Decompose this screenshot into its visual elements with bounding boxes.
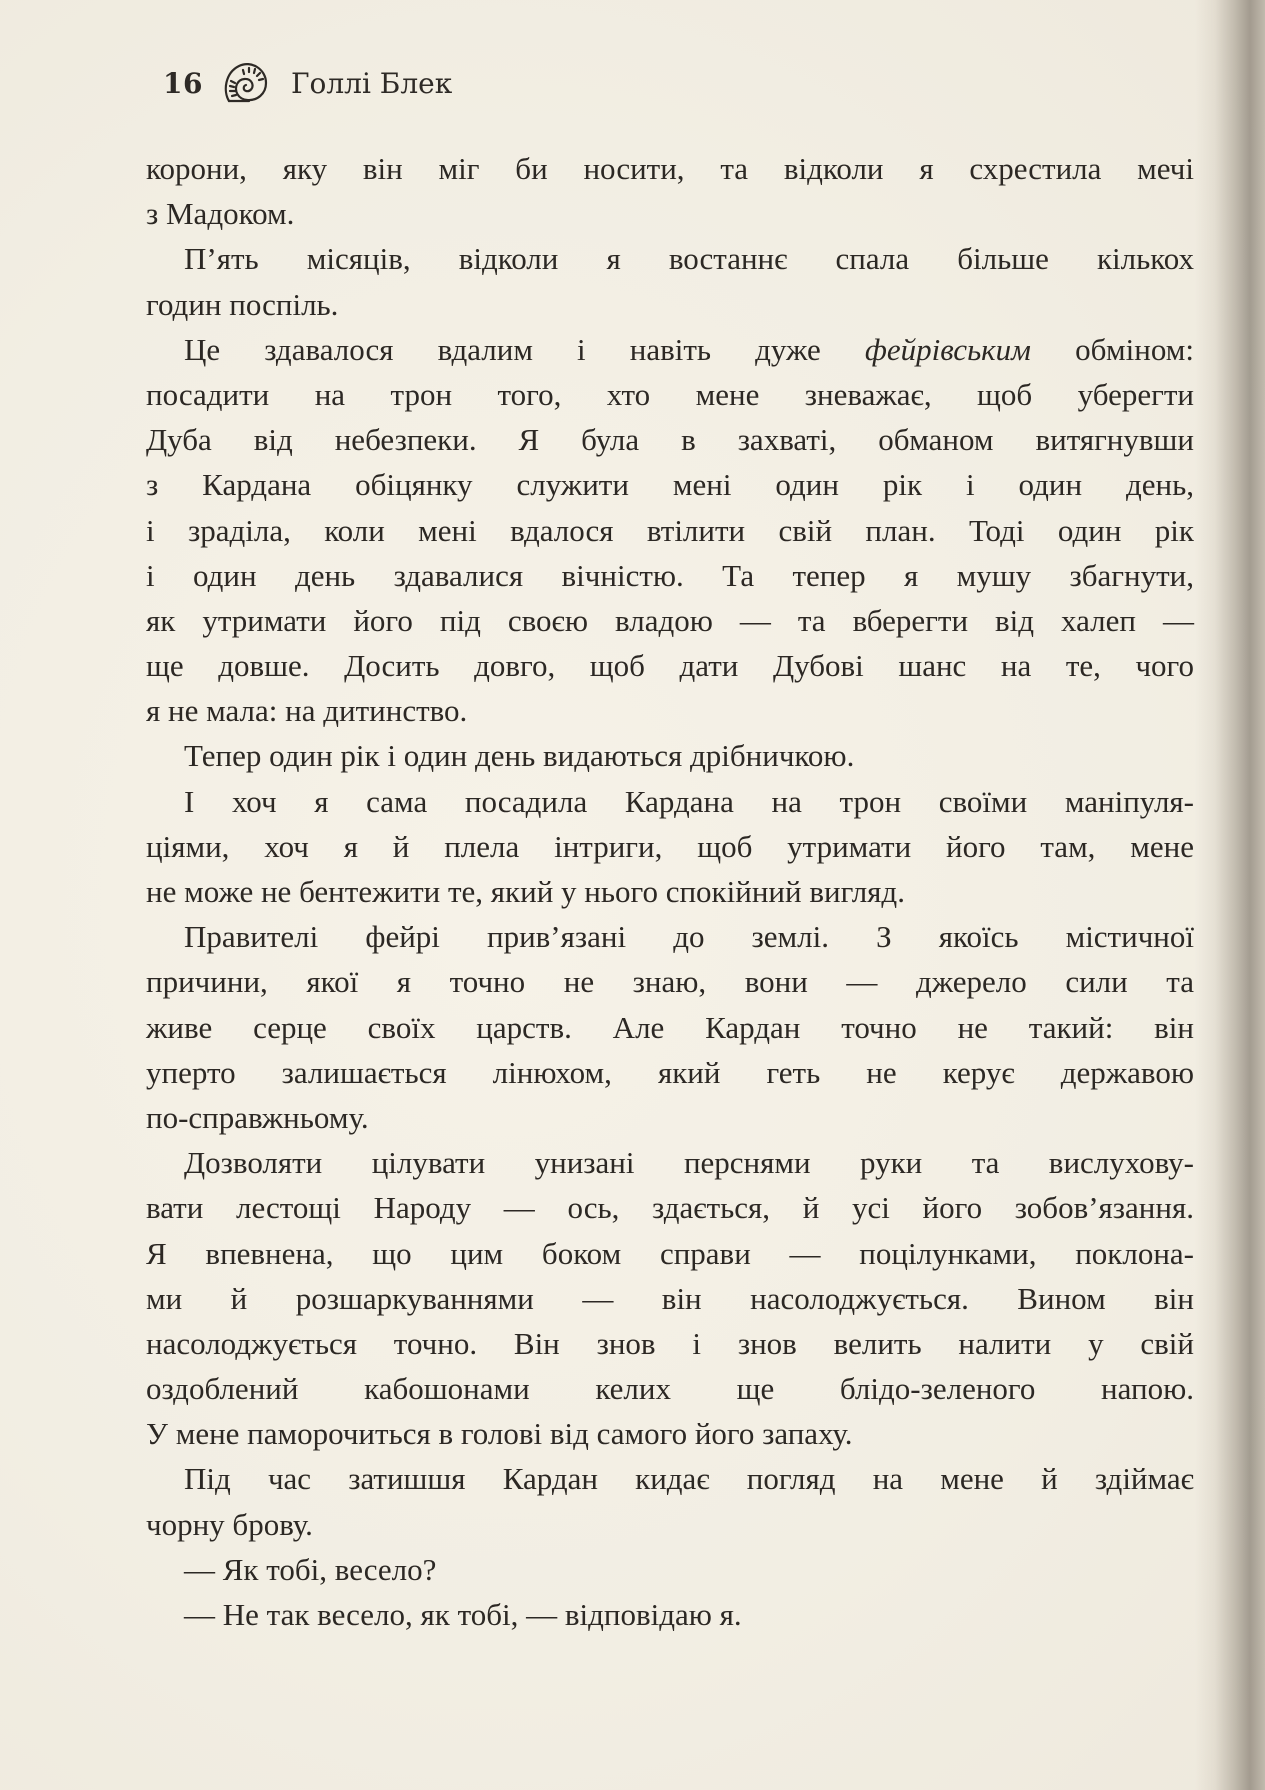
text-line: — Як тобі, весело?: [184, 1551, 437, 1587]
text-line: як утримати його під своєю владою — та вберегти від халеп —: [146, 602, 1194, 638]
text-line: живе серце своїх царств. Але Кардан точно не такий: він: [146, 1009, 1194, 1045]
text-line: годин поспіль.: [146, 286, 339, 322]
text-line: з Кардана обіцянку служити мені один рік і один день,: [146, 467, 1194, 503]
body-text: [146, 146, 1194, 1637]
text-line: вати лестощі Народу — ось, здається, й усі його зобов’язання.: [146, 1190, 1194, 1226]
text-line: П’ять місяців, відколи я востаннє спала більше кількох: [184, 241, 1194, 277]
text-line: насолоджується точно. Він знов і знов велить налити у свій: [146, 1325, 1194, 1361]
text-line: ще довше. Досить довго, щоб дати Дубові шанс на те, чого: [146, 648, 1194, 684]
text-line: я не мала: на дитинство.: [146, 693, 468, 729]
text-line: з Мадоком.: [146, 196, 295, 232]
text-line: ціями, хоч я й плела інтриги, щоб утримати його там, мене: [146, 828, 1194, 864]
text-line: і один день здавалися вічністю. Та тепер я мушу збагнути,: [146, 557, 1194, 593]
text-line: причини, якої я точно не знаю, вони — джерело сили та: [146, 964, 1194, 1000]
text-run: обміном:: [1030, 331, 1194, 367]
text-line: Я впевнена, що цим боком справи — поцілунками, поклона-: [146, 1235, 1194, 1271]
text-line: І хоч я сама посадила Кардана на трон своїми маніпуля-: [184, 783, 1194, 819]
text-line: не може не бентежити те, який у нього спокійний вигляд.: [146, 874, 905, 909]
text-line: ми й розшаркуваннями — він насолоджується. Вином він: [146, 1280, 1194, 1316]
text-line: по-справжньому.: [146, 1099, 369, 1135]
text-line: Дуба від небезпеки. Я була в захваті, обманом витягнувши: [146, 422, 1194, 458]
text-line: уперто залишається лінюхом, який геть не керує державою: [146, 1054, 1194, 1090]
text-line: посадити на трон того, хто мене зневажає, щоб уберегти: [146, 376, 1194, 412]
text-line: Під час затишшя Кардан кидає погляд на мене й здіймає: [184, 1461, 1194, 1497]
text-line: Дозволяти цілувати унизані перснями руки та вислухову-: [184, 1145, 1194, 1181]
text-line: Тепер один рік і один день видаються дрібничкою.: [184, 738, 855, 774]
italic-emphasis: фейрівським: [864, 331, 1031, 367]
running-title-author: Голлі Блек: [290, 66, 453, 100]
text-line: — Не так весело, як тобі, — відповідаю я.: [184, 1597, 742, 1632]
text-line: [146, 327, 1194, 372]
text-line: чорну брову.: [146, 1506, 313, 1542]
text-line: Правителі фейрі прив’язані до землі. З якоїсь містичної: [184, 919, 1194, 955]
page-number: 16: [163, 66, 203, 100]
text-line: корони, яку він міг би носити, та відколи я схрестила мечі: [146, 151, 1194, 186]
text-line: оздоблений кабошонами келих ще блідо-зеленого напою.: [146, 1371, 1194, 1407]
snail-shell-ornament-icon: [221, 61, 269, 105]
text-run: Це здавалося вдалим і навіть дуже: [184, 331, 865, 367]
text-line: і зраділа, коли мені вдалося втілити свій план. Тоді один рік: [146, 512, 1194, 548]
text-line: У мене паморочиться в голові від самого його запаху.: [146, 1416, 853, 1452]
running-header: [163, 60, 452, 106]
